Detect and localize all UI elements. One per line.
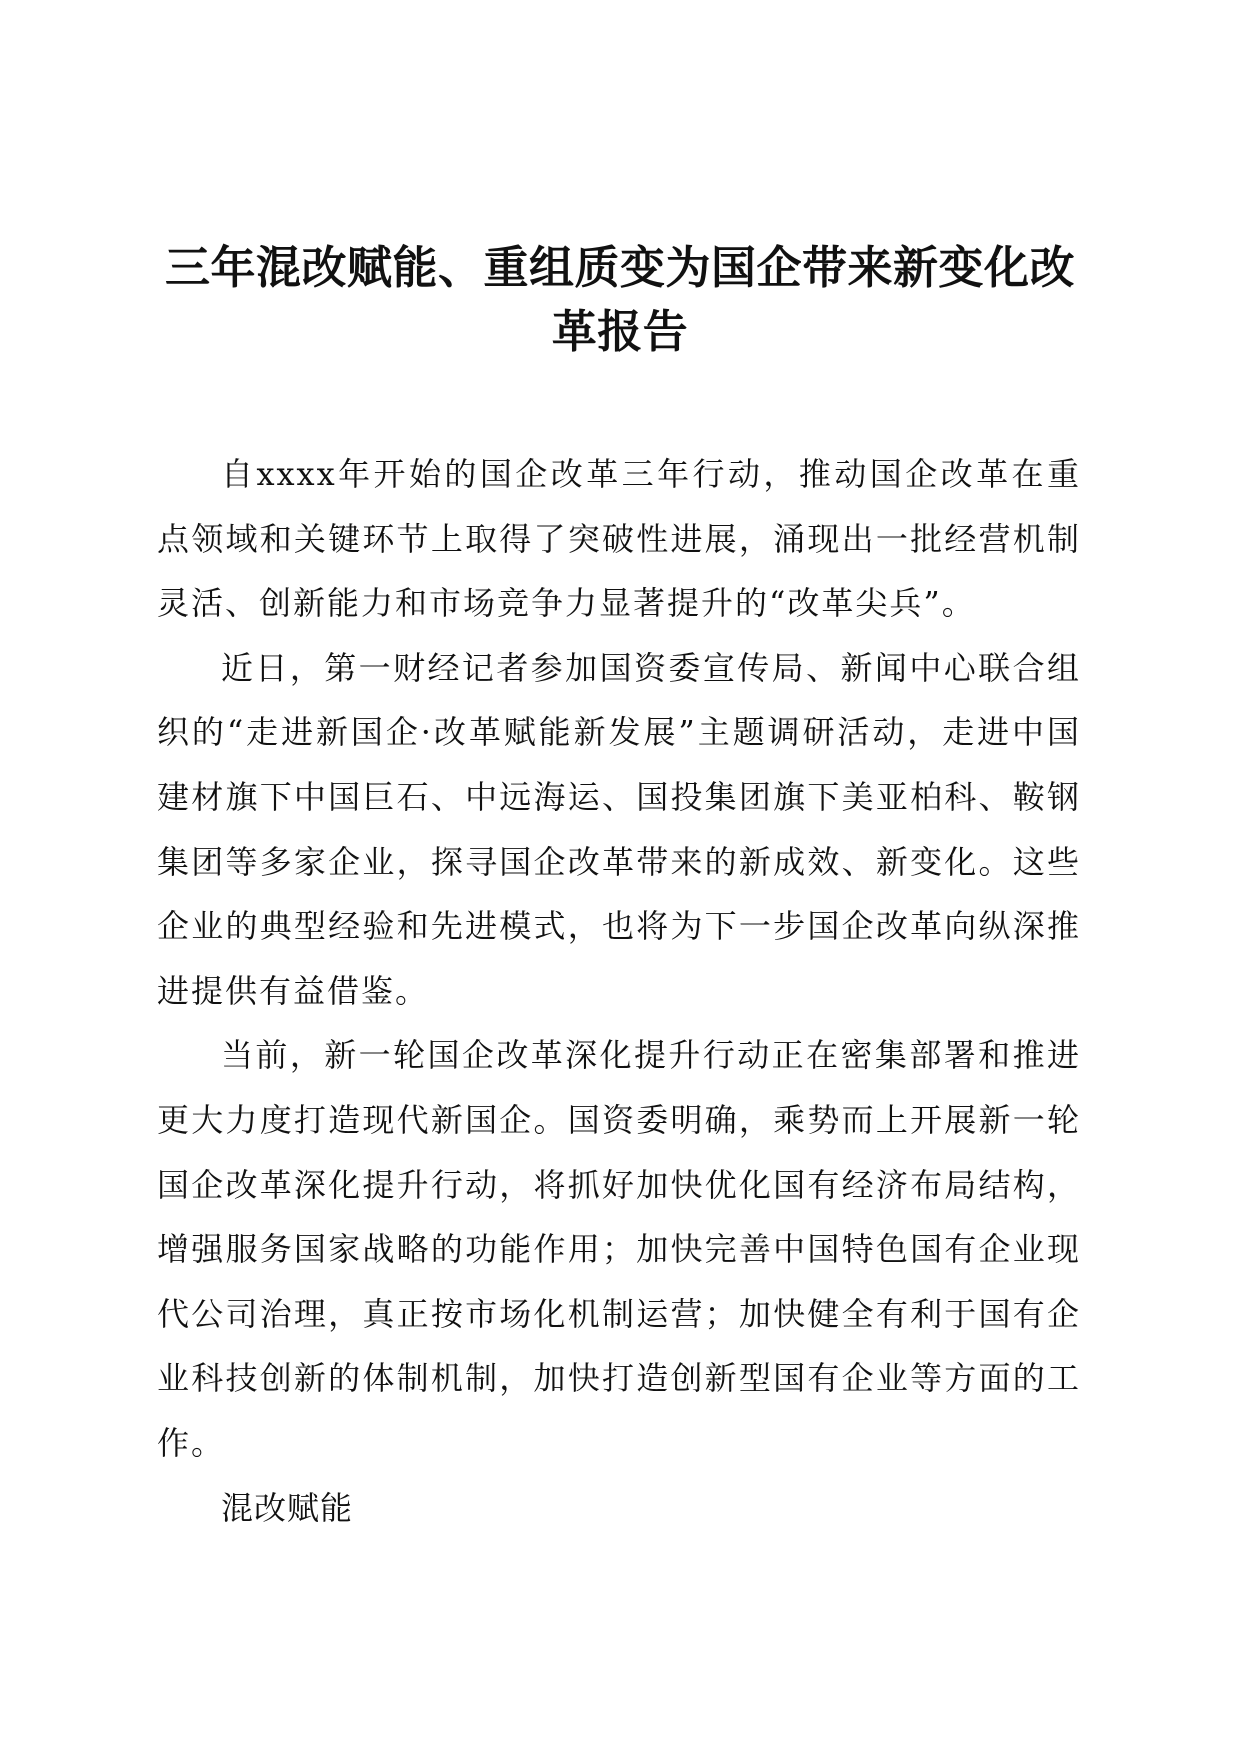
- paragraph-2: 近日，第一财经记者参加国资委宣传局、新闻中心联合组织的“走进新国企·改革赋能新发展”主题调研活动，走进中国建材旗下中国巨石、中远海运、国投集团旗下美亚柏科、鞍钢集团等多家企业，探寻国企改革带来的新成效、新变化。这些企业的典型经验和先进模式，也将为下一步国企改革向纵深推进提供有益借鉴。: [157, 648, 1081, 1010]
- document-body: [157, 442, 1081, 1540]
- section-heading: 混改赋能: [221, 1488, 354, 1527]
- page-title: 三年混改赋能、重组质变为国企带来新变化改革报告: [164, 241, 1075, 358]
- paragraph-1: 自xxxx年开始的国企改革三年行动，推动国企改革在重点领域和关键环节上取得了突破性进展，涌现出一批经营机制灵活、创新能力和市场竞争力显著提升的“改革尖兵”。: [157, 455, 1081, 623]
- paragraph-3: 当前，新一轮国企改革深化提升行动正在密集部署和推进更大力度打造现代新国企。国资委明确，乘势而上开展新一轮国企改革深化提升行动，将抓好加快优化国有经济布局结构，增强服务国家战略的功能作用；加快完善中国特色国有企业现代公司治理，真正按市场化机制运营；加快健全有利于国有企业科技创新的体制机制，加快打造创新型国有企业等方面的工作。: [157, 1036, 1081, 1462]
